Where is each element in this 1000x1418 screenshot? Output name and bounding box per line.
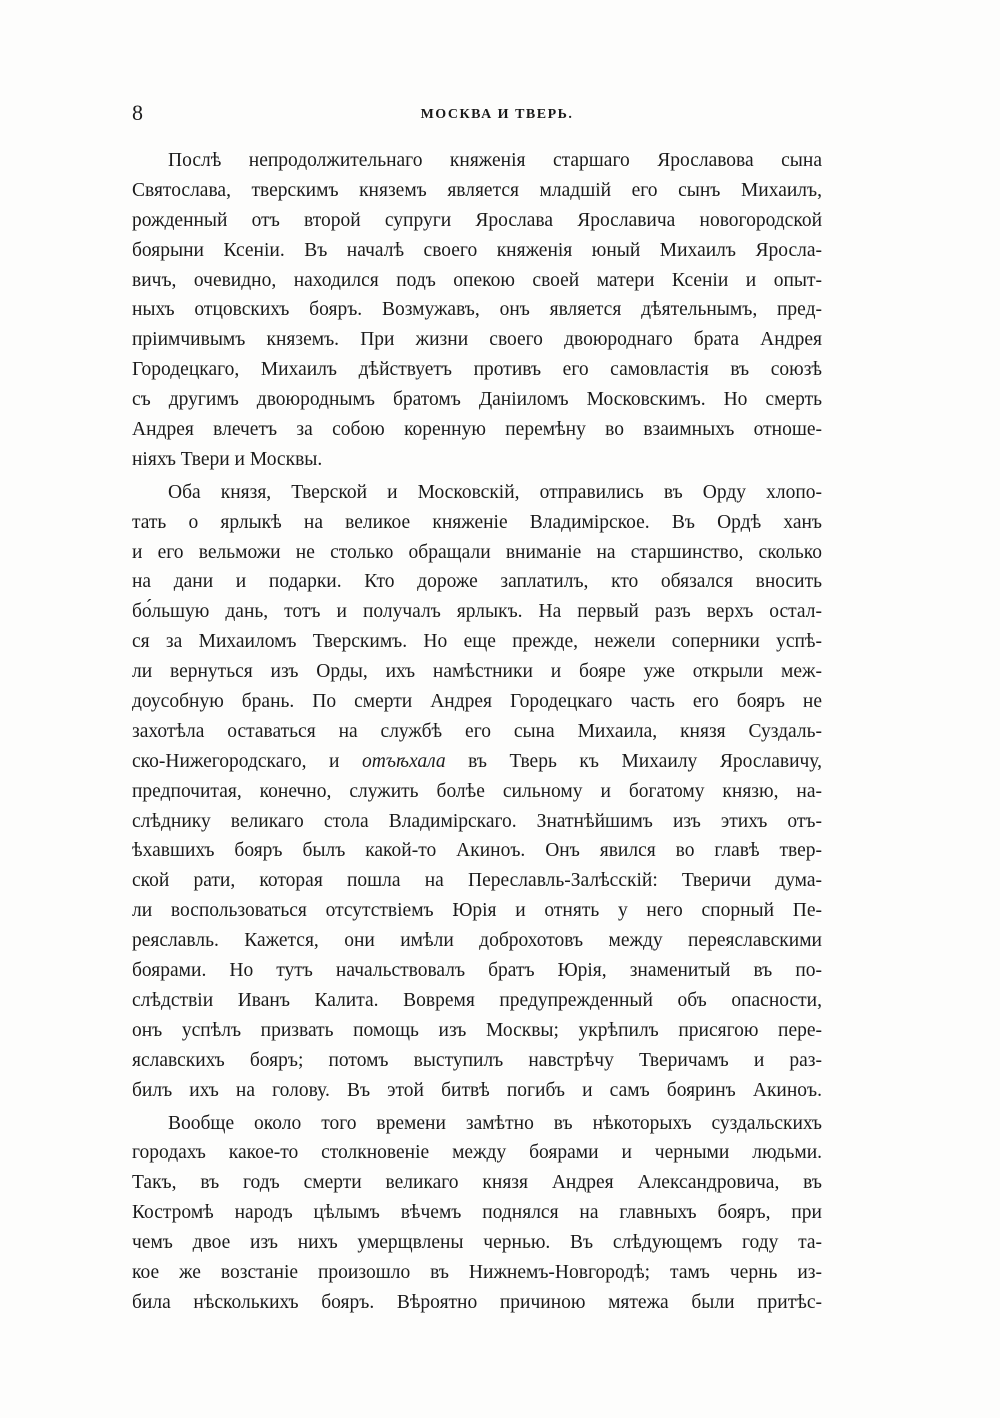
text-line: Вообще около того времени замѣтно въ нѣкоторыхъ суздальскихъ — [168, 1112, 822, 1134]
text-line: рожденный отъ второй супруги Ярослава Ярославича новогородской — [132, 209, 822, 231]
text-line: на дани и подарки. Кто дороже заплатилъ, кто обязался вносить — [132, 571, 822, 593]
text-line: пріимчивымъ княземъ. При жизни своего двоюроднаго брата Андрея — [132, 329, 822, 351]
page-number: 8 — [132, 100, 143, 125]
text-line: чемъ двое изъ нихъ умерщвлены чернью. Въ слѣдующемъ году та- — [132, 1232, 822, 1254]
text-line-with-italic — [132, 747, 822, 777]
text-line: боярыни Ксеніи. Въ началѣ своего княженія юный Михаилъ Яросла- — [132, 239, 822, 261]
text-line: онъ успѣлъ призвать помощь изъ Москвы; укрѣпилъ присягою пере- — [132, 1019, 822, 1041]
text-segment: въ Тверь къ Михаилу Ярославичу, — [468, 750, 822, 772]
text-line: ли воспользоваться отсутствіемъ Юрія и отнять у него спорный Пе- — [132, 900, 822, 922]
text-line: и его вельможи не столько обращали вниманіе на старшинство, сколько — [132, 541, 822, 563]
text-line: слѣдствіи Иванъ Калита. Вовремя предупрежденный объ опасности, — [132, 989, 822, 1011]
text-line: ской рати, которая пошла на Переславль-Залѣсскій: Тверичи дума- — [132, 870, 822, 892]
text-line: ныхъ отцовскихъ бояръ. Возмужавъ, онъ является дѣятельнымъ, пред- — [132, 299, 822, 321]
text-line: била нѣсколькихъ бояръ. Вѣроятно причиною мятежа были притѣс- — [132, 1291, 822, 1313]
text-line: тать о ярлыкѣ на великое княженіе Владимірское. Въ Ордѣ ханъ — [132, 511, 822, 533]
text-segment: ско-Нижегородскаго, и — [132, 750, 340, 772]
text-line: Андрея влечетъ за собою коренную перемѣну во взаимныхъ отноше- — [132, 419, 822, 441]
text-line: съ другимъ двоюроднымъ братомъ Даніиломъ Московскимъ. Но смерть — [132, 389, 822, 411]
text-line: Святослава, тверскимъ княземъ является младшій его сынъ Михаилъ, — [132, 179, 822, 201]
text-line: вичъ, очевидно, находился подъ опекою своей матери Ксеніи и опыт- — [132, 269, 822, 291]
body-text — [132, 146, 822, 1318]
text-line: предпочитая, конечно, служить болѣе сильному и богатому князю, на- — [132, 780, 822, 802]
paragraph-1 — [132, 146, 822, 475]
text-line: боярами. Но тутъ начальствовалъ братъ Юрія, знаменитый въ по- — [132, 960, 822, 982]
paragraph-2 — [132, 478, 822, 1106]
text-line: Костромѣ народъ цѣлымъ вѣчемъ поднялся на главныхъ бояръ, при — [132, 1202, 822, 1224]
running-title: МОСКВА И ТВЕРЬ. — [420, 107, 574, 122]
text-line: Городецкаго, Михаилъ дѣйствуетъ противъ его самовластія въ союзѣ — [132, 359, 822, 381]
text-line: бо́льшую дань, тотъ и получалъ ярлыкъ. На первый разъ верхъ остал- — [132, 601, 822, 623]
text-line: Оба князя, Тверской и Московскій, отправились въ Орду хлопо- — [168, 481, 822, 503]
text-line: Такъ, въ годъ смерти великаго князя Андрея Александровича, въ — [132, 1172, 822, 1194]
text-line: билъ ихъ на голову. Въ этой битвѣ погибъ и самъ бояринъ Акиноъ. — [132, 1079, 822, 1101]
text-line: доусобную брань. По смерти Андрея Городецкаго часть его бояръ не — [132, 691, 822, 713]
paragraph-3 — [132, 1109, 822, 1318]
text-line: ніяхъ Твери и Москвы. — [132, 448, 323, 470]
text-line: слѣднику великаго стола Владимірскаго. Знатнѣйшимъ изъ этихъ отъ- — [132, 810, 822, 832]
text-line: ли вернуться изъ Орды, ихъ намѣстники и бояре уже открыли меж- — [132, 661, 822, 683]
text-line: городахъ какое-то столкновеніе между боярами и черными людьми. — [132, 1142, 822, 1164]
text-line: ся за Михаиломъ Тверскимъ. Но еще прежде, нежели соперники успѣ- — [132, 631, 822, 653]
italic-word: отъѣхала — [362, 750, 446, 772]
text-line: ѣхавшихъ бояръ былъ какой-то Акиноъ. Онъ явился во главѣ твер- — [132, 840, 822, 862]
text-line: кое же возстаніе произошло въ Нижнемъ-Новгородѣ; тамъ чернь из- — [132, 1261, 822, 1283]
text-line: реяславль. Кажется, они имѣли доброхотовъ между переяславскими — [132, 930, 822, 952]
text-line: Послѣ непродолжительнаго княженія старшаго Ярославова сына — [168, 150, 822, 171]
text-line: захотѣла оставаться на службѣ его сына Михаила, князя Суздаль- — [132, 720, 822, 742]
page-header — [132, 98, 822, 128]
text-line: яславскихъ бояръ; потомъ выступилъ навстрѣчу Тверичамъ и раз- — [132, 1049, 822, 1071]
